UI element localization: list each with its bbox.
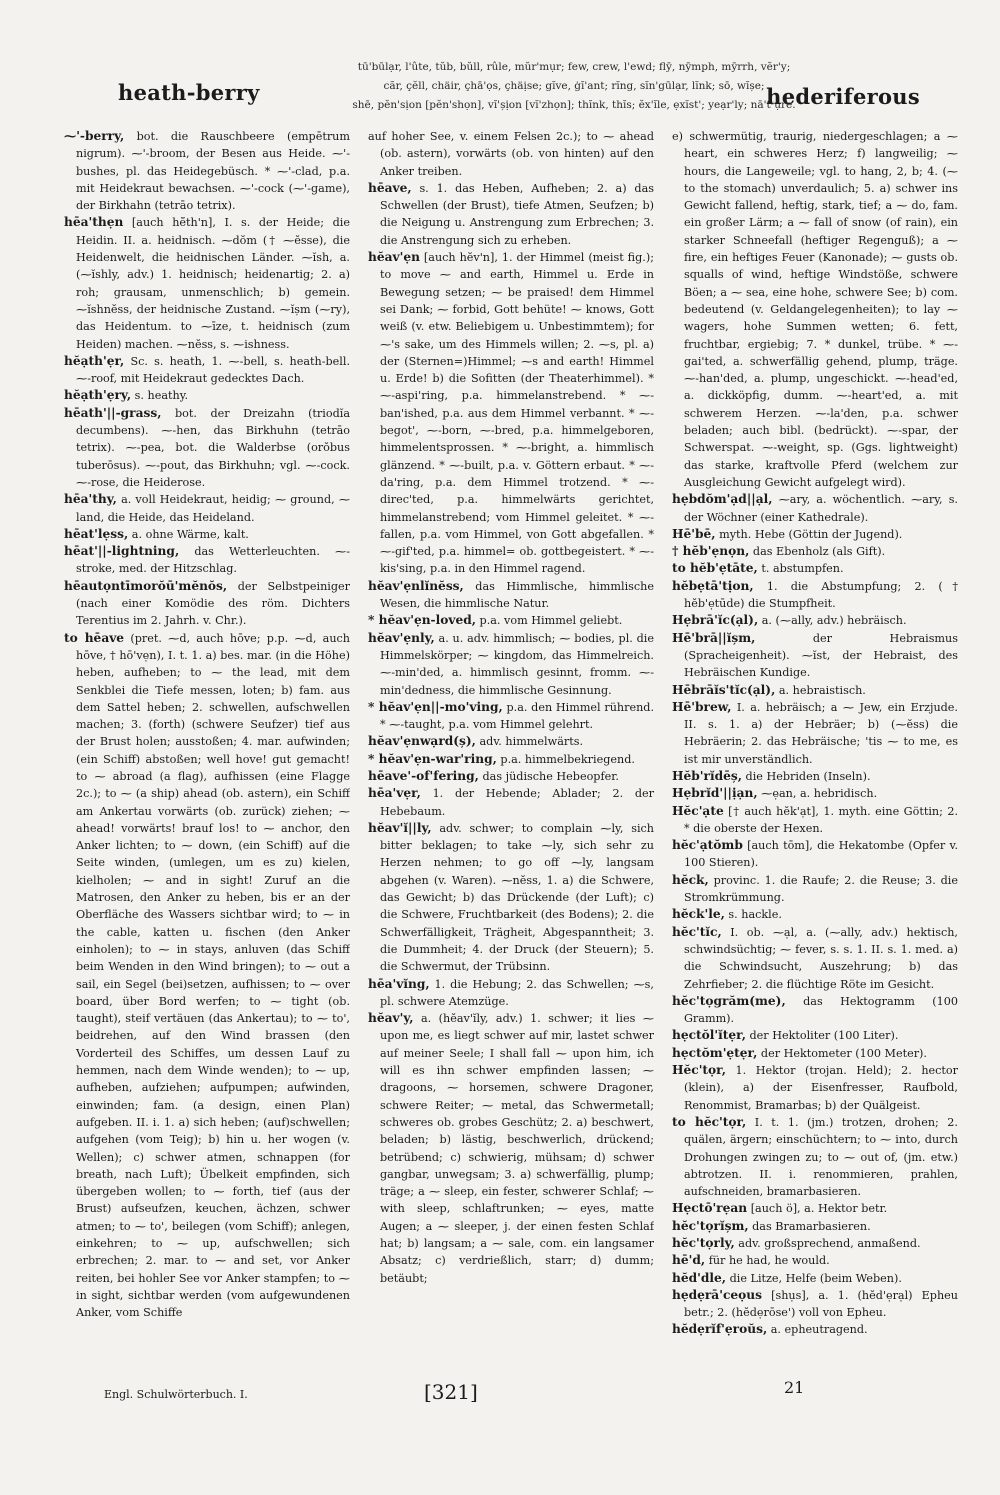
dictionary-entry: [672, 768, 958, 785]
dictionary-entry: [672, 612, 958, 629]
entry-headword: Hēbrāĭs'tĭc(ạl),: [672, 682, 776, 697]
dictionary-entry: [672, 1027, 958, 1044]
entry-definition: a. ohne Wärme, kalt.: [131, 527, 249, 541]
page-number: [321]: [424, 1380, 478, 1404]
dictionary-entry: [672, 1270, 958, 1287]
dictionary-entry: [64, 405, 350, 491]
entry-columns: [64, 128, 958, 1368]
entry-headword: Hẹbrĭd'||ịạn,: [672, 786, 758, 801]
entry-definition: a. u. adv. himmlisch; ⁓ bodies, pl. die Himmelskörper; ⁓ kingdom, das Himmelreich. ⁓-min'ded, a. himmlisch gesinnt, fromm. ⁓-min'dedness, die himmlische Gesinnung.: [380, 631, 654, 697]
pronunciation-key-line: tū'būlạr, l'ûte, tŭb, bŭll, rûle, mŭr'mụr; few, crew, l'ewd; flȳ, nȳmph, mȳrrh, vĕr'y;: [357, 61, 791, 73]
dictionary-entry: [368, 699, 654, 734]
dictionary-entry: [672, 128, 958, 491]
entry-definition: ⁓ẹan, a. hebridisch.: [761, 787, 878, 801]
entry-headword: hē'd,: [672, 1253, 706, 1268]
entry-definition: a. (hĕav'ĭly, adv.) 1. schwer; it lies ⁓ upon me, es liegt schwer auf mir, lastet schwer auf meiner Seele; I shall fall ⁓ upon him, ich will es ihn schwer empfinden lassen; ⁓ dragoons, ⁓ horsemen, schwere Dragoner, schwere Reiter; ⁓ metal, das Schwermetall; schweres ob. grobes Geschütz; 2. a) beschwert, beladen; b) lästig, beschwerlich, drückend; betrübend; c) schwierig, mühsam; d) schwer gangbar, unwegsam; 3. a) schwerfällig, plump; träge; a ⁓ sleep, ein fester, schwerer Schlaf; ⁓ with sleep, schlaftrunken; ⁓ eyes, matte Augen; a ⁓ sleeper, j. der einen festen Schlaf hat; b) langsam; a ⁓ sale, com. ein langsamer Absatz; c) verdrießlich, starr; d) dumm; betäubt;: [380, 1012, 654, 1285]
dictionary-entry: [64, 543, 350, 578]
entry-headword: hĕav'ẹnlĭnĕss,: [368, 578, 464, 593]
entry-definition: provinc. 1. die Raufe; 2. die Reuse; 3. die Stromkrümmung.: [684, 873, 958, 905]
entry-definition: p.a. vom Himmel geliebt.: [479, 614, 623, 628]
entry-definition: [auch ö], a. Hektor betr.: [750, 1202, 888, 1216]
entry-definition: I. ob. ⁓ạl, a. (⁓ally, adv.) hektisch, schwindsüchtig; ⁓ fever, s. s. 1. II. s. 1. med. a) die Schwindsucht, Auszehrung; b) das Zehrfieber; 2. die flüchtige Röte im Gesicht.: [684, 925, 958, 991]
dictionary-entry: [64, 578, 350, 630]
entry-definition: das Wetterleuchten. ⁓-stroke, med. der Hitzschlag.: [76, 545, 350, 576]
entry-headword: Hĕc'tọr,: [672, 1063, 726, 1078]
dictionary-entry: [672, 924, 958, 993]
dictionary-entry: [672, 543, 958, 560]
entry-headword: hĕav'ẹn: [368, 250, 420, 265]
dictionary-entry: [368, 733, 654, 750]
entry-definition: [auch tōm], die Hekatombe (Opfer v. 100 Stieren).: [684, 839, 958, 870]
entry-definition: die Hebriden (Inseln).: [745, 769, 871, 783]
entry-definition: das Ebenholz (als Gift).: [752, 545, 886, 559]
guide-word-right: hederiferous: [766, 84, 920, 109]
entry-definition: das jüdische Hebeopfer.: [482, 769, 619, 783]
dictionary-entry: [672, 803, 958, 838]
entry-headword: hēa'vẹr,: [368, 786, 421, 801]
pronunciation-key: [314, 58, 834, 115]
entry-headword: hēave'-of'fering,: [368, 768, 479, 783]
entry-definition: [auch hĕv'n], 1. der Himmel (meist fig.); to move ⁓ and earth, Himmel u. Erde in Bewegung setzen; ⁓ be praised! dem Himmel sei Dank; ⁓ forbid, Gott behüte! ⁓ knows, Gott weiß (v. etw. Beliebigem u. Unbestimmtem); for ⁓'s sake, um des Himmels willen; 2. ⁓s, pl. a) der (Sternen=)Himmel; ⁓s and earth! Himmel u. Erde! b) die Sofitten (der Theaterhimmel). * ⁓-aspi'ring, p.a. himmelanstrebend. * ⁓-ban'ished, p.a. aus dem Himmel verbannt. * ⁓-begot', ⁓-born, ⁓-bred, p.a. himmelgeboren, himmelentsprossen. * ⁓-bright, a. himmlisch glänzend. * ⁓-built, p.a. v. Göttern erbaut. * ⁓-da'ring, p.a. dem Himmel trotzend. * ⁓-direc'ted, p.a. himmelwärts gerichtet, himmelanstrebend; vom Himmel geleitet. * ⁓-fallen, p.a. vom Himmel, von Gott abgefallen. * ⁓-gif'ted, p.a. himmel= ob. gottbegeistert. * ⁓-kis'sing, p.a. in den Himmel ragend.: [380, 251, 654, 576]
dictionary-entry: [672, 785, 958, 802]
dictionary-entry: [64, 128, 350, 214]
column-right: [672, 128, 958, 1368]
entry-headword: hĕd'dle,: [672, 1270, 727, 1285]
book-title: Engl. Schulwörterbuch. I.: [104, 1388, 248, 1401]
entry-definition: das Bramarbasieren.: [752, 1219, 871, 1233]
entry-definition: der Hektoliter (100 Liter).: [749, 1029, 899, 1043]
dictionary-entry: [672, 1062, 958, 1114]
dictionary-entry: [368, 976, 654, 1011]
entry-headword: Hē'brew,: [672, 699, 732, 714]
entry-headword: hēa'vĭng,: [368, 976, 430, 991]
guide-word-left: heath-berry: [118, 80, 260, 105]
dictionary-entry: [368, 785, 654, 820]
dictionary-entry: [64, 353, 350, 388]
entry-definition: für he had, he would.: [708, 1254, 830, 1268]
entry-definition: das Hektogramm (100 Gramm).: [684, 994, 958, 1026]
entry-headword: hẹdẹrā'ceọus: [672, 1287, 762, 1302]
entry-definition: a. voll Heidekraut, heidig; ⁓ ground, ⁓ land, die Heide, das Heideland.: [76, 493, 350, 524]
dictionary-entry: [672, 560, 958, 577]
dictionary-entry: [672, 1114, 958, 1200]
entry-definition: p.a. himmelbekriegend.: [500, 752, 635, 766]
entry-definition: bot. der Dreizahn (triodĭa decumbens). ⁓-hen, das Birkhuhn (tetrāo tetrix). ⁓-pea, bot. die Walderbse (orŏbus tuberōsus). ⁓-pout, das Birkhuhn; vgl. ⁓-cock. ⁓-rose, die Heiderose.: [76, 406, 350, 489]
entry-definition: 1. die Hebung; 2. das Schwellen; ⁓s, pl. schwere Atemzüge.: [380, 977, 654, 1008]
entry-headword: hĕdẹrĭf'ẹroŭs,: [672, 1322, 768, 1337]
entry-definition: der Hebraismus (Spracheigenheit). ⁓ĭst, der Hebraist, des Hebräischen Kundige.: [684, 631, 958, 680]
entry-definition: das Himmlische, himmlische Wesen, die himmlische Natur.: [380, 579, 654, 611]
entry-headword: hĕav'ẹnly,: [368, 630, 435, 645]
entry-headword: hĕc'ạtŏmb: [672, 838, 743, 853]
entry-headword: hēave,: [368, 180, 412, 195]
entry-headword: † hĕb'ẹnọn,: [672, 544, 750, 559]
entry-definition: s. hackle.: [728, 908, 782, 922]
dictionary-entry: [672, 578, 958, 613]
entry-definition: s. 1. das Heben, Aufheben; 2. a) das Schwellen (der Brust), tiefe Atmen, Seufzen; b) die Neigung u. Anstrengung zum Erbrechen; 3. die Anstrengung sich zu erheben.: [380, 181, 654, 247]
dictionary-entry: [64, 387, 350, 404]
dictionary-entry: [672, 1321, 958, 1338]
entry-headword: Hē'brā||ĭșm,: [672, 630, 756, 645]
entry-definition: [auch hē̆th'n], I. s. der Heide; die Heidin. II. a. heidnisch. ⁓dŏm († ⁓ĕsse), die Heidenwelt, die heidnischen Länder. ⁓ĭsh, a. (⁓ĭshly, adv.) 1. heidnisch; heidenartig; 2. a) roh; grausam, unmenschlich; b) gemein. ⁓ĭshnĕss, der heidnische Zustand. ⁓ĭșm (⁓ry), das Heidentum. to ⁓īze, t. heidnisch (zum Heiden) machen. ⁓nĕss, s. ⁓ishness.: [76, 216, 350, 351]
dictionary-entry: [672, 993, 958, 1028]
dictionary-entry: [672, 1045, 958, 1062]
column-middle: [368, 128, 654, 1368]
column-left: [64, 128, 350, 1368]
entry-definition: die Litze, Helfe (beim Weben).: [729, 1271, 902, 1285]
page-footer: [64, 1378, 960, 1418]
dictionary-entry: [672, 1235, 958, 1252]
entry-definition: 1. Hektor (trojan. Held); 2. hector (klein), a) der Eisenfresser, Raufbold, Renommist, Bramarbas; b) der Quälgeist.: [684, 1064, 958, 1112]
entry-headword: hēat'lẹss,: [64, 526, 129, 541]
dictionary-entry: [672, 1287, 958, 1322]
entry-definition: a. (⁓ally, adv.) hebräisch.: [761, 614, 907, 628]
dictionary-entry: [672, 906, 958, 923]
entry-headword: hĕc'tọrly,: [672, 1236, 735, 1250]
entry-headword: hēath'||-grass,: [64, 405, 162, 420]
entry-definition: s. heathy.: [134, 389, 189, 403]
entry-definition: der Selbstpeiniger (nach einer Komödie des röm. Dichters Terentius im 2. Jahrh. v. Chr.).: [76, 579, 350, 628]
entry-headword: hĕbẹtā'tịon,: [672, 578, 754, 593]
dictionary-entry: [368, 768, 654, 785]
entry-headword: hĕạth'ẹry,: [64, 388, 132, 403]
entry-headword: hĕav'ẹnwạrd(ș),: [368, 734, 476, 749]
entry-headword: Hē'bē,: [672, 526, 716, 541]
entry-headword: hẹctŏm'ẹtẹr,: [672, 1045, 758, 1060]
entry-definition: der Hektometer (100 Meter).: [760, 1046, 927, 1060]
entry-headword: hĕav'y,: [368, 1011, 414, 1026]
entry-headword: Hĕb'rĭdēș,: [672, 768, 742, 783]
entry-headword: ⁓'-berry,: [64, 129, 125, 143]
entry-definition: [† auch hĕk'ạt], 1. myth. eine Göttin; 2. * die oberste der Hexen.: [684, 804, 958, 835]
entry-definition: e) schwermütig, traurig, niedergeschlagen; a ⁓ heart, ein schweres Herz; f) langweilig; ⁓ hours, die Langeweile; vgl. to hang, 2, b; 4. (⁓ to the stomach) unverdaulich; 5. a) schwer ins Gewicht fallend, heftig, stark, tief; a ⁓ do, fam. ein großer Lärm; a ⁓ fall of snow (of rain), ein starker Schneefall (heftiger Regenguß); a ⁓ fire, ein heftiges Feuer (Kanonade); ⁓ gusts ob. squalls of wind, heftige Windstöße, schwere Böen; a ⁓ sea, eine hohe, schwere See; b) com. bedeutend (v. Geldangelegenheiten); to lay ⁓ wagers, hohe Summen wetten; 6. fett, fruchtbar, ergiebig; 7. * dunkel, trübe. * ⁓-gai'ted, a. schwerfällig gehend, plump, träge. ⁓-han'ded, a. plump, ungeschickt. ⁓-head'ed, a. dickköpfig, dumm. ⁓-heart'ed, a. mit schwerem Herzen. ⁓-la'den, p.a. schwer beladen; auch bibl. (bedrückt). ⁓-spar, der Schwerspat. ⁓-weight, sp. (Ggs. lightweight) das starke, kraftvolle Pferd (welchem zur Ausgleichung Gewicht aufgelegt wird).: [672, 130, 958, 489]
entry-definition: a. epheutragend.: [770, 1323, 868, 1337]
dictionary-entry: [672, 837, 958, 872]
dictionary-entry: [368, 612, 654, 629]
entry-headword: hẹbdŏm'ạd||ạl,: [672, 492, 773, 507]
dictionary-entry: [368, 630, 654, 699]
entry-headword: * hĕav'ẹn-war'ring,: [368, 751, 497, 766]
entry-headword: hĕạth'ẹr,: [64, 353, 125, 368]
dictionary-entry: [64, 630, 350, 1322]
entry-definition: ⁓ary, a. wöchentlich. ⁓ary, s. der Wöchner (einer Kathedrale).: [684, 493, 958, 524]
entry-headword: hĕc'tọrĭșm,: [672, 1218, 749, 1233]
dictionary-entry: [672, 491, 958, 526]
entry-headword: to hēave: [64, 630, 125, 645]
entry-definition: adv. himmelwärts.: [479, 735, 584, 749]
entry-definition: adv. großsprechend, anmaßend.: [738, 1237, 921, 1250]
entry-headword: hĕc'tọgrăm(me),: [672, 993, 786, 1008]
entry-definition: 1. die Abstumpfung; 2. († hĕb'ẹtūde) die Stumpfheit.: [684, 579, 958, 611]
entry-definition: [shụs], a. 1. (hĕd'ẹrạl) Epheu betr.; 2. (hĕdẹrōse') voll von Epheu.: [684, 1288, 958, 1320]
dictionary-entry: [672, 1200, 958, 1217]
dictionary-entry: [672, 630, 958, 682]
entry-definition: bot. die Rauschbeere (empētrum nigrum). ⁓'-broom, der Besen aus Heide. ⁓'-bushes, pl. das Heidegebüsch. * ⁓'-clad, p.a. mit Heidekraut bewachsen. ⁓'-cock (⁓'-game), der Birkhahn (tetrāo tetrix).: [76, 130, 350, 213]
entry-headword: to hĕb'ẹtāte,: [672, 561, 758, 576]
dictionary-entry: [64, 214, 350, 352]
entry-headword: Hẹctō'rẹan: [672, 1201, 748, 1216]
entry-definition: t. abstumpfen.: [761, 562, 844, 576]
dictionary-entry: [64, 491, 350, 526]
pronunciation-key-line: cãr, çĕll, chäir, çhā'ọs, çhäịse; gĭve, ġĭ'ant; rĭng, sĭn'gūlạr, lĭnk; sō, wĭșe;: [383, 80, 765, 92]
entry-headword: hēa'thẹn: [64, 215, 124, 230]
entry-definition: Sc. s. heath, 1. ⁓-bell, s. heath-bell. ⁓-roof, mit Heidekraut gedecktes Dach.: [76, 354, 350, 386]
dictionary-entry: [368, 1010, 654, 1287]
dictionary-entry: [672, 1252, 958, 1269]
pronunciation-key-line: shē, pĕn'sịon [pĕn'shọn], vĭ'șịon [vĭ'zhọn]; thĭnk, thĭs; ĕx'ĭle, ẹxĭst'; yeạr'ly; nā'tˢụre.: [352, 99, 796, 111]
entry-definition: I. t. 1. (jm.) trotzen, drohen; 2. quälen, ärgern; einschüchtern; to ⁓ into, durch Drohungen zwingen zu; to ⁓ out of, (jm. etw.) abtrotzen. II. i. renommieren, prahlen, aufschneiden, bramarbasieren.: [684, 1115, 958, 1199]
page-header: [54, 0, 960, 112]
entry-headword: hēautọntīmorŏū'mĕnŏs,: [64, 578, 228, 593]
entry-definition: p.a. den Himmel rührend. * ⁓-taught, p.a. vom Himmel gelehrt.: [380, 700, 654, 732]
entry-headword: hĕck'le,: [672, 907, 725, 922]
dictionary-entry: [672, 699, 958, 768]
entry-headword: Hẹbrā'ĭc(ạl),: [672, 613, 759, 628]
dictionary-entry: [368, 751, 654, 768]
dictionary-entry: [368, 578, 654, 613]
entry-definition: 1. der Hebende; Ablader; 2. der Hebebaum.: [380, 787, 654, 818]
entry-headword: hĕav'ĭ||ly,: [368, 820, 432, 835]
entry-definition: adv. schwer; to complain ⁓ly, sich bitter beklagen; to take ⁓ly, sich sehr zu Herzen nehmen; to go off ⁓ly, langsam abgehen (v. Waren). ⁓nĕss, 1. a) die Schwere, das Gewicht; b) das Drückende (der Luft); c) die Schwere, Fruchtbarkeit (des Bodens); 2. die Schwerfälligkeit, Trägheit, Abgespanntheit; 3. die Dummheit; 4. der Druck (der Steuern); 5. die Schwermut, der Trübsinn.: [380, 821, 654, 974]
dictionary-entry: [368, 249, 654, 578]
dictionary-entry: [672, 682, 958, 699]
entry-headword: hĕc'tĭc,: [672, 924, 722, 939]
dictionary-entry: [672, 526, 958, 543]
entry-definition: I. a. hebräisch; a ⁓ Jew, ein Erzjude. II. s. 1. a) der Hebräer; b) (⁓ĕss) die Hebräerin; 2. das Hebräische; 'tis ⁓ to me, es ist mir unverständlich.: [684, 700, 958, 766]
entry-definition: a. hebraistisch.: [778, 683, 866, 697]
signature-mark: 21: [784, 1378, 805, 1397]
entry-headword: hēa'thy,: [64, 492, 117, 507]
dictionary-entry: [672, 1218, 958, 1235]
entry-definition: myth. Hebe (Göttin der Jugend).: [719, 527, 903, 541]
entry-headword: hĕck,: [672, 872, 709, 887]
dictionary-entry: [64, 526, 350, 543]
dictionary-entry: [672, 872, 958, 907]
entry-definition: auf hoher See, v. einem Felsen 2c.); to ⁓ ahead (ob. astern), vorwärts (ob. von hinten) auf den Anker treiben.: [368, 130, 654, 178]
entry-headword: hēat'||-lightning,: [64, 544, 180, 559]
entry-headword: hẹctŏl'ĭtẹr,: [672, 1028, 746, 1043]
entry-headword: to hĕc'tọr,: [672, 1114, 747, 1129]
dictionary-entry: [368, 180, 654, 249]
entry-headword: * hĕav'ẹn||-mo'ving,: [368, 699, 503, 714]
dictionary-entry: [368, 128, 654, 180]
entry-headword: Hĕc'ạte: [672, 803, 724, 818]
entry-headword: * hĕav'ẹn-loved,: [368, 613, 476, 628]
dictionary-entry: [368, 820, 654, 976]
entry-definition: (pret. ⁓d, auch hōve; p.p. ⁓d, auch hōve, † hō'vẹn), I. t. 1. a) bes. mar. (in die Höhe) heben, aufheben; to ⁓ the lead, mit dem Senkblei die Tiefe messen, loten; b) fam. aus dem Sattel heben; 2. schwellen, aufschwellen machen; 3. (forth) (schwere Seufzer) tief aus der Brust holen; ausstoßen; 4. mar. aufwinden; (ein Schiff) abstoßen; well hove! gut gemacht! to ⁓ abroad (a flag), aufhissen (eine Flagge 2c.); to ⁓ (a ship) ahead (ob. astern), ein Schiff am Ankertau vorwärts (ob. zurück) ziehen; ⁓ ahead! vorwärts! brauf los! to ⁓ anchor, den Anker lichten; to ⁓ down, (ein Schiff) auf die Seite winden, (umlegen, um es zu) kielen, kielholen; ⁓ and in sight! Zuruf an die Matrosen, den Anker zu heben, bis er an der Oberfläche des Wassers sichtbar wird; to ⁓ in the cable, katten u. fischen (den Anker einholen); to ⁓ in stays, anluven (das Schiff beim Wenden in den Wind bringen); to ⁓ out a sail, ein Segel (bei)setzen, aufhissen; to ⁓ over board, über Bord werfen; to ⁓ tight (ob. taught), steif vertäuen (das Ankertau); to ⁓ to', beidrehen, auf den Wind brassen (den Vorderteil des Schiffes, um dessen Lauf zu hemmen, nach dem Winde wenden); to ⁓ up, aufheben, aufziehen; aufpumpen; aufwinden, einwinden; fam. (a design, einen Plan) aufgeben. II. i. 1. a) sich heben; (auf)schwellen; aufgehen (vom Teig); b) hin u. her wogen (v. Wellen); c) schwer atmen, schnappen (for breath, nach Luft); Übelkeit empfinden, sich übergeben wollen; to ⁓ forth, tief (aus der Brust) aufseufzen, keuchen, ächzen, schwer atmen; to ⁓ to', beilegen (vom Schiff); anlegen, einkehren; to ⁓ up, aufschwellen; sich erbrechen; 2. mar. to ⁓ and set, vor Anker reiten, bei hohler See vor Anker stampfen; to ⁓ in sight, sichtbar werden (vom aufgewundenen Anker, vom Schiffe: [76, 631, 350, 1320]
